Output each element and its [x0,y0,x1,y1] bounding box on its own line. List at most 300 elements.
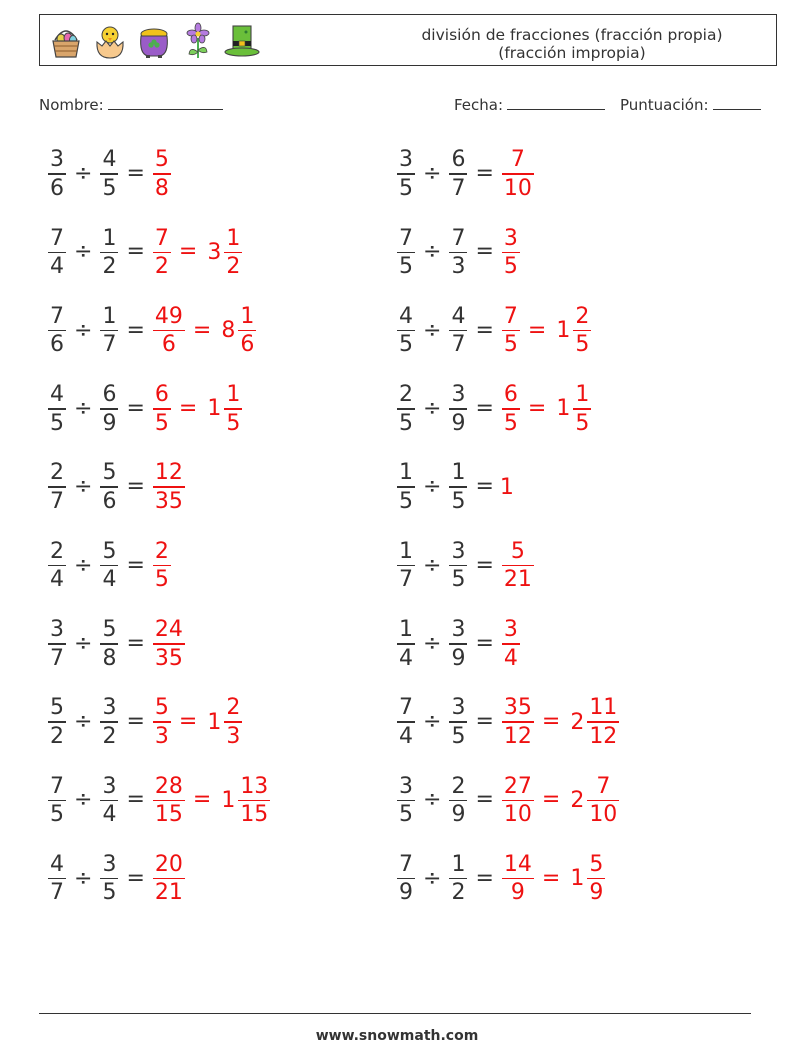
denominator: 15 [240,802,269,828]
denominator: 3 [451,254,466,280]
dividend-fraction [397,538,415,594]
mixed-whole: 1 [556,318,571,344]
purple-flower-icon [178,20,218,62]
equals-sign: = [475,630,494,656]
divide-sign: ÷ [74,161,93,186]
numerator: 1 [102,303,117,329]
equals-sign: = [126,709,145,735]
mixed-fraction [573,381,591,437]
divide-sign: ÷ [423,474,442,500]
numerator: 5 [102,460,117,486]
dividend-fraction [48,459,66,515]
date-field[interactable] [454,95,605,114]
answer-fraction [153,773,185,829]
denominator: 5 [503,410,518,436]
problem-item [395,379,593,439]
divisor-fraction [100,773,118,829]
divisor-fraction [449,694,467,750]
denominator: 9 [451,410,466,436]
mixed-equals-sign: = [527,317,547,343]
answer [151,851,187,907]
divisor-fraction [100,616,118,672]
answer-fraction [153,225,171,281]
dividend-fraction [48,694,66,750]
numerator: 11 [589,695,618,721]
answer-fraction [153,694,171,750]
numerator: 7 [399,225,413,251]
mixed-equals-sign: = [192,317,212,343]
numerator: 5 [154,147,169,173]
mixed-fraction [224,381,242,437]
numerator: 1 [399,460,413,486]
problem-item [395,301,593,361]
numerator: 7 [451,225,466,251]
denominator: 5 [575,410,590,436]
divisor-fraction [100,381,118,437]
denominator: 5 [399,410,413,436]
denominator: 21 [154,880,183,906]
divide-sign: ÷ [423,552,442,578]
denominator: 5 [503,332,518,358]
footer-url: www.snowmath.com [315,1028,479,1044]
problem-item [46,692,244,752]
numerator: 1 [451,460,466,486]
answer [500,225,522,281]
divisor-fraction [100,694,118,750]
denominator: 7 [50,645,64,671]
answer-fraction [153,616,185,672]
denominator: 2 [50,723,64,749]
divisor-fraction [100,303,118,359]
denominator: 15 [154,802,183,828]
numerator: 5 [50,695,64,721]
dividend-fraction [397,694,415,750]
divide-sign: ÷ [423,239,442,265]
denominator: 5 [50,410,64,436]
divisor-fraction [100,538,118,594]
problem-item [46,770,272,830]
answer-fraction [153,146,171,202]
divide-sign: ÷ [74,395,93,421]
equals-sign: = [475,787,494,813]
numerator: 3 [451,695,466,721]
name-label: Nombre: [39,96,104,114]
numerator: 3 [50,147,64,173]
answer [151,146,173,202]
divide-sign: ÷ [423,709,442,735]
numerator: 1 [399,538,413,564]
denominator: 5 [399,332,413,358]
dividend-fraction [48,146,66,202]
denominator: 7 [50,880,64,906]
score-label: Puntuación: [620,96,709,114]
problem-item [395,692,621,752]
numerator: 4 [451,303,466,329]
numerator: 3 [102,851,117,877]
title-line-1: división de fracciones (fracción propia) [421,26,723,44]
numerator: 5 [102,538,117,564]
denominator: 6 [161,332,176,358]
answer [500,773,621,829]
denominator: 7 [451,332,466,358]
equals-sign: = [475,161,494,186]
denominator: 21 [503,567,532,593]
answer-fraction [153,381,171,437]
divisor-fraction [100,225,118,281]
score-blank[interactable] [713,95,761,110]
mixed-whole: 1 [207,709,222,735]
numerator: 2 [575,303,590,329]
numerator: 7 [154,225,169,251]
date-label: Fecha: [454,96,504,114]
denominator: 5 [102,880,117,906]
numerator: 12 [154,460,183,486]
numerator: 2 [399,382,413,408]
divisor-fraction [449,225,467,281]
numerator: 7 [596,773,611,799]
dividend-fraction [397,459,415,515]
denominator: 9 [451,802,466,828]
numerator: 6 [154,382,169,408]
numerator: 4 [50,851,64,877]
denominator: 4 [503,645,518,671]
answer-fraction [153,303,185,359]
denominator: 5 [154,567,169,593]
problem-item [395,614,522,674]
denominator: 35 [154,645,183,671]
answer-fraction [153,851,185,907]
worksheet-header [39,14,777,66]
mixed-whole: 1 [207,396,222,422]
answer [151,381,244,437]
dividend-fraction [48,773,66,829]
numerator: 1 [226,382,241,408]
dividend-fraction [397,381,415,437]
denominator: 10 [503,802,532,828]
divide-sign: ÷ [423,317,442,343]
footer-divider [39,1013,751,1014]
numerator: 35 [503,695,532,721]
numerator: 28 [154,773,183,799]
problem-item [395,849,607,909]
answer-fraction [153,538,171,594]
numerator: 1 [226,225,241,251]
numerator: 4 [102,147,117,173]
mixed-fraction [587,773,619,829]
divide-sign: ÷ [74,317,93,343]
denominator: 4 [50,254,64,280]
mixed-equals-sign: = [541,709,561,735]
answer-whole: 1 [499,474,514,500]
divide-sign: ÷ [423,395,442,421]
denominator: 6 [240,332,255,358]
denominator: 7 [50,488,64,514]
denominator: 5 [575,332,590,358]
numerator: 14 [503,851,532,877]
name-field[interactable] [39,95,223,114]
equals-sign: = [126,161,145,186]
denominator: 2 [226,254,241,280]
denominator: 9 [399,880,413,906]
denominator: 7 [451,175,466,201]
answer [500,694,621,750]
equals-sign: = [475,317,494,343]
numerator: 7 [50,303,64,329]
chick-in-egg-icon [90,20,130,62]
answer [500,851,607,907]
numerator: 5 [510,538,525,564]
mixed-fraction [573,303,591,359]
denominator: 9 [102,410,117,436]
dividend-fraction [48,616,66,672]
numerator: 3 [50,617,64,642]
numerator: 24 [154,617,183,642]
answer-fraction [502,851,534,907]
answer [500,303,593,359]
answer-fraction [502,303,520,359]
mixed-whole: 1 [570,866,585,892]
answer-fraction [502,538,534,594]
green-top-hat-icon [222,20,262,62]
equals-sign: = [126,630,145,656]
problem-item [46,301,258,361]
mixed-whole: 2 [570,787,585,813]
date-blank[interactable] [507,95,605,110]
name-blank[interactable] [108,95,223,110]
mixed-whole: 2 [570,709,585,735]
mixed-fraction [224,225,242,281]
mixed-whole: 8 [221,318,236,344]
numerator: 7 [503,303,518,329]
equals-sign: = [475,709,494,735]
numerator: 2 [226,695,241,721]
problem-item [46,379,244,439]
mixed-fraction [587,851,605,907]
denominator: 9 [510,880,525,906]
divisor-fraction [449,773,467,829]
numerator: 20 [154,851,183,877]
equals-sign: = [126,474,145,500]
numerator: 3 [451,538,466,564]
divide-sign: ÷ [74,630,93,656]
answer-fraction [502,616,520,672]
problem-item [395,222,522,282]
denominator: 35 [154,488,183,514]
denominator: 2 [451,880,466,906]
divisor-fraction [100,459,118,515]
numerator: 1 [575,382,590,408]
denominator: 6 [50,175,64,201]
denominator: 5 [399,254,413,280]
numerator: 7 [50,773,64,799]
numerator: 3 [451,382,466,408]
answer-fraction [502,146,534,202]
denominator: 4 [102,567,117,593]
equals-sign: = [126,395,145,421]
mixed-equals-sign: = [178,239,198,265]
mixed-whole: 1 [221,787,236,813]
numerator: 1 [102,225,117,251]
denominator: 7 [102,332,117,358]
mixed-equals-sign: = [178,709,198,735]
denominator: 5 [154,410,169,436]
equals-sign: = [475,865,494,891]
divide-sign: ÷ [423,161,442,186]
pot-of-gold-icon [134,20,174,62]
numerator: 13 [240,773,269,799]
dividend-fraction [48,538,66,594]
denominator: 5 [399,802,413,828]
divide-sign: ÷ [74,239,93,265]
mixed-fraction [238,303,256,359]
answer-fraction [502,773,534,829]
score-field[interactable] [620,95,761,114]
numerator: 1 [399,617,413,642]
numerator: 7 [399,695,413,721]
numerator: 7 [50,225,64,251]
dividend-fraction [397,773,415,829]
equals-sign: = [475,474,494,500]
numerator: 2 [154,538,169,564]
dividend-fraction [397,225,415,281]
denominator: 5 [102,175,117,201]
numerator: 6 [503,382,518,408]
problem-item [46,849,187,909]
mixed-whole: 3 [207,239,222,265]
answer [500,538,536,594]
denominator: 5 [226,410,241,436]
mixed-equals-sign: = [192,787,212,813]
header-icons [46,20,262,62]
divide-sign: ÷ [74,709,93,735]
answer-fraction [502,225,520,281]
numerator: 6 [451,147,466,173]
mixed-fraction [238,773,270,829]
numerator: 3 [503,225,518,251]
numerator: 5 [589,851,604,877]
divisor-fraction [100,146,118,202]
equals-sign: = [475,239,494,265]
answer [151,538,173,594]
denominator: 5 [503,254,518,280]
denominator: 4 [50,567,64,593]
equals-sign: = [126,239,145,265]
answer [151,616,187,672]
numerator: 3 [399,147,413,173]
denominator: 4 [399,723,413,749]
problem-item [46,614,187,674]
easter-basket-icon [46,20,86,62]
denominator: 2 [102,254,117,280]
dividend-fraction [48,225,66,281]
numerator: 6 [102,382,117,408]
denominator: 5 [451,488,466,514]
answer [500,381,593,437]
divisor-fraction [449,616,467,672]
problem-item [46,457,187,517]
problem-item [46,536,173,596]
problem-item [395,770,621,830]
dividend-fraction [48,303,66,359]
answer [151,773,272,829]
denominator: 12 [503,723,532,749]
numerator: 7 [510,147,525,173]
numerator: 2 [50,538,64,564]
denominator: 8 [154,175,169,201]
answer [151,303,258,359]
denominator: 5 [399,175,413,201]
denominator: 3 [226,723,241,749]
answer [151,459,187,515]
equals-sign: = [126,552,145,578]
denominator: 4 [102,802,117,828]
denominator: 9 [451,645,466,671]
worksheet-title [392,26,752,62]
divisor-fraction [449,146,467,202]
answer [151,694,244,750]
answer [500,616,522,672]
mixed-fraction [224,694,242,750]
denominator: 6 [102,488,117,514]
divide-sign: ÷ [423,865,442,891]
numerator: 27 [503,773,532,799]
problem-item [395,536,536,596]
denominator: 2 [102,723,117,749]
numerator: 7 [399,851,413,877]
denominator: 10 [503,175,532,201]
divide-sign: ÷ [74,474,93,500]
mixed-equals-sign: = [527,395,547,421]
denominator: 2 [154,254,169,280]
mixed-fraction [587,694,619,750]
dividend-fraction [397,303,415,359]
answer-fraction [153,459,185,515]
numerator: 2 [50,460,64,486]
numerator: 5 [154,695,169,721]
numerator: 4 [50,382,64,408]
numerator: 2 [451,773,466,799]
denominator: 6 [50,332,64,358]
divide-sign: ÷ [423,630,442,656]
divide-sign: ÷ [74,865,93,891]
numerator: 1 [451,851,466,877]
problem-item [395,457,514,517]
denominator: 9 [589,880,604,906]
numerator: 3 [451,617,466,642]
dividend-fraction [48,851,66,907]
mixed-equals-sign: = [178,395,198,421]
equals-sign: = [126,865,145,891]
dividend-fraction [397,616,415,672]
denominator: 3 [154,723,169,749]
divide-sign: ÷ [423,787,442,813]
equals-sign: = [475,552,494,578]
divisor-fraction [449,851,467,907]
divisor-fraction [449,303,467,359]
equals-sign: = [126,787,145,813]
numerator: 3 [102,695,117,721]
numerator: 3 [102,773,117,799]
answer-fraction [502,694,534,750]
equals-sign: = [126,317,145,343]
divisor-fraction [449,459,467,515]
problem-item [46,144,173,204]
divisor-fraction [100,851,118,907]
denominator: 5 [451,723,466,749]
mixed-equals-sign: = [541,787,561,813]
answer [151,225,244,281]
numerator: 3 [503,617,518,642]
